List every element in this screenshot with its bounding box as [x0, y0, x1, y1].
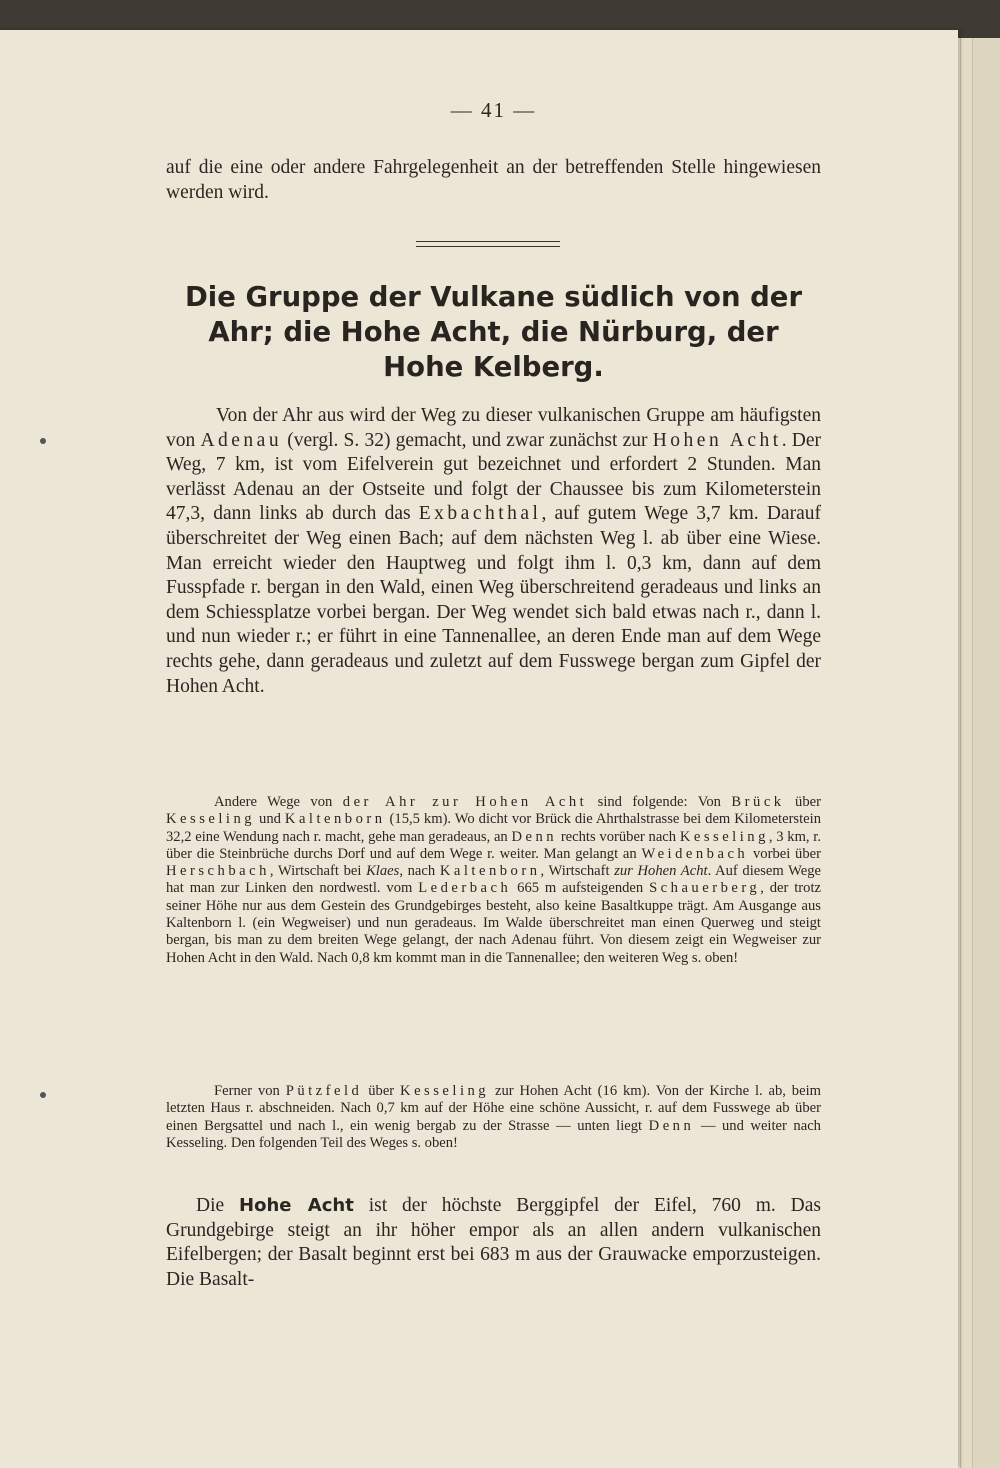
margin-mark	[40, 1092, 46, 1098]
book-page	[0, 30, 958, 1468]
section-divider	[416, 241, 560, 247]
closing-paragraph: Die Hohe Acht ist der höchste Berggipfel der Eifel, 760 m. Das Grundgebirge steigt an ihr höher empor als an allen andern vulkanischen Eifelbergen; der Basalt beginnt erst bei 683 m aus der Grauwacke emporzusteigen. Die Basalt-	[166, 1195, 822, 1290]
margin-mark	[40, 438, 46, 444]
route-note-paragraph: Andere Wege von der Ahr zur Hohen Acht sind folgende: Von Brück über Kesseling und Kaltenborn (15,5 km). Wo dicht vor Brück die Ahrthalstrasse bei dem Kilometerstein 32,2 eine Wendung nach r. macht, gehe man geradeaus, an Denn rechts vorüber nach Kesseling, 3 km, r. über die Steinbrüche durchs Dorf und auf dem Wege r. weiter. Man gelangt an Weidenbach vorbei über Herschbach, Wirtschaft bei Klaes, nach Kaltenborn, Wirtschaft zur Hohen Acht. Auf diesem Wege hat man zur Linken den nordwestl. vom Lederbach 665 m aufsteigenden Schauerberg, der trotz seiner Höhe nur aus dem Gestein des Grundgebirges besteht, also keine Basaltkuppe trägt. Am Ausgange aus Kaltenborn l. (ein Wegweiser) und nun geradeaus. Im Walde überschreitet man einen Querweg und steigt bergan, bis man zu dem breiten Wege gelangt, der nach Adenau führt. Von diesem zeigt ein Wegweiser zur Hohen Acht in den Wald. Nach 0,8 km kommt man in die Tannenallee; den weiteren Weg s. oben!	[166, 794, 822, 966]
main-paragraph: Von der Ahr aus wird der Weg zu dieser vulkanischen Gruppe am häufigsten von Adenau (vergl. S. 32) gemacht, und zwar zunächst zur Hohen Acht. Der Weg, 7 km, ist vom Eifelverein gut bezeichnet und erfordert 2 Stunden. Man verlässt Adenau an der Ostseite und folgt der Chaussee bis zum Kilometerstein 47,3, dann links ab durch das Exbachthal, auf gutem Wege 3,7 km. Darauf überschreitet der Weg einen Bach; auf dem nächsten Weg l. ab über eine Wiese. Man erreicht wieder den Hauptweg und folgt ihm l. 0,3 km, dann auf dem Fusspfade r. bergan in den Wald, einen Weg überschreitend geradeaus und links an dem Schiessplatze vorbei bergan. Der Weg wendet sich bald etwas nach r., dann l. und nun wieder r.; er führt in eine Tannenallee, an deren Ende man auf dem Wege rechts gehe, dann geradeaus und zuletzt auf dem Fusswege bergan zum Gipfel der Hohen Acht.	[166, 405, 821, 697]
route-note-paragraph: Ferner von Pützfeld über Kesseling zur Hohen Acht (16 km). Von der Kirche l. ab, beim letzten Haus r. abschneiden. Nach 0,7 km auf der Höhe eine schöne Aussicht, r. auf dem Fusswege ab über einen Bergsattel und nach l., ein wenig bergab zu der Strasse — unten liegt Denn — und weiter nach Kesseling. Den folgenden Teil des Weges s. oben!	[166, 1083, 821, 1151]
section-heading: Die Gruppe der Vulkane südlich von der Ahr; die Hohe Acht, die Nürburg, der Hohe Kelberg.	[184, 281, 803, 383]
stacked-page-edge	[972, 38, 1000, 1468]
page-number: — 41 —	[450, 98, 537, 122]
intro-paragraph: auf die eine oder andere Fahrgelegenheit an der betreffenden Stelle hingewiesen werden wird.	[166, 157, 821, 203]
